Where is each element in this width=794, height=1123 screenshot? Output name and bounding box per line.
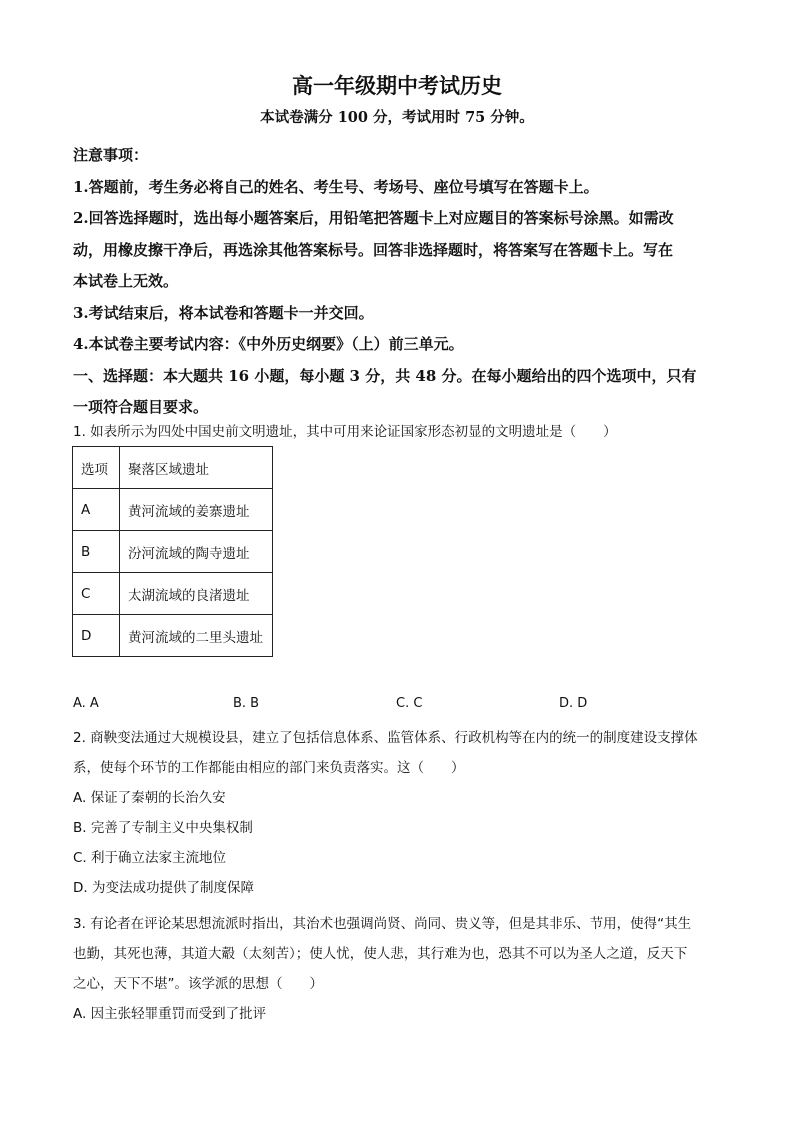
section-heading: 一、选择题：本大题共 16 小题，每小题 3 分，共 48 分。在每小题给出的四个选项中，只有 [73,366,697,385]
table-row [73,531,273,573]
choice-a: A. A [73,696,99,711]
notes-heading: 注意事项： [73,146,149,164]
table-cell: D [73,615,120,657]
exam-subtitle: 本试卷满分 100 分，考试用时 75 分钟。 [260,109,534,126]
table-cell: 黄河流域的姜寨遗址 [120,489,273,531]
table-cell: 黄河流域的二里头遗址 [120,615,273,657]
choice-b: B. 完善了专制主义中央集权制 [73,820,253,836]
choice-a: A. 因主张轻罪重罚而受到了批评 [73,1006,267,1022]
notes-line: 1.答题前，考生务必将自己的姓名、考生号、考场号、座位号填写在答题卡上。 [73,177,599,196]
table-cell: A [73,489,120,531]
question-2-stem-line: 系，使每个环节的工作都能由相应的部门来负责落实。这（ ） [73,760,465,776]
question-3-stem-line: 也勤，其死也薄，其道大觳（太刻苦）；使人忧，使人悲，其行难为也，恐其不可以为圣人之道，反天下 [73,946,688,962]
question-3 [73,909,723,1029]
notes-section [73,140,723,424]
question-2-stem-line: 2. 商鞅变法通过大规模设县，建立了包括信息体系、监管体系、行政机构等在内的统一的制度建设支撑体 [73,730,698,746]
notes-line: 4.本试卷主要考试内容：《中外历史纲要》（上）前三单元。 [73,335,464,353]
question-2 [73,723,723,903]
question-1-choices [73,696,723,716]
notes-line: 2.回答选择题时，选出每小题答案后，用铅笔把答题卡上对应题目的答案标号涂黑。如需改 [73,209,674,227]
table-header-cell: 聚落区域遗址 [120,447,273,489]
table-row [73,489,273,531]
choice-d: D. 为变法成功提供了制度保障 [73,880,254,896]
page-title: 高一年级期中考试历史 [292,73,502,98]
choice-c: C. 利于确立法家主流地位 [73,850,227,866]
notes-line: 3.考试结束后，将本试卷和答题卡一并交回。 [73,303,374,322]
choice-c: C. C [396,696,423,711]
table-row [73,615,273,657]
table-row [73,573,273,615]
question-1-table [72,446,273,657]
question-3-stem-line: 3. 有论者在评论某思想流派时指出，其治术也强调尚贤、尚同、贵义等，但是其非乐、节用，使得“其生 [73,916,692,932]
notes-line: 本试卷上无效。 [73,272,179,290]
table-cell: B [73,531,120,573]
notes-line: 动，用橡皮擦干净后，再选涂其他答案标号。回答非选择题时，将答案写在答题卡上。写在 [73,240,674,259]
choice-d: D. D [559,696,588,711]
table-header-row [73,447,273,489]
table-cell: 太湖流域的良渚遗址 [120,573,273,615]
question-3-stem-line: 之心，天下不堪”。该学派的思想（ ） [73,976,323,992]
question-1-stem: 1. 如表所示为四处中国史前文明遗址，其中可用来论证国家形态初显的文明遗址是（ ） [73,424,617,440]
table-header-cell: 选项 [73,447,120,489]
section-heading: 一项符合题目要求。 [73,398,209,416]
table-cell: 汾河流域的陶寺遗址 [120,531,273,573]
choice-b: B. B [233,696,260,711]
table-cell: C [73,573,120,615]
choice-a: A. 保证了秦朝的长治久安 [73,790,226,806]
